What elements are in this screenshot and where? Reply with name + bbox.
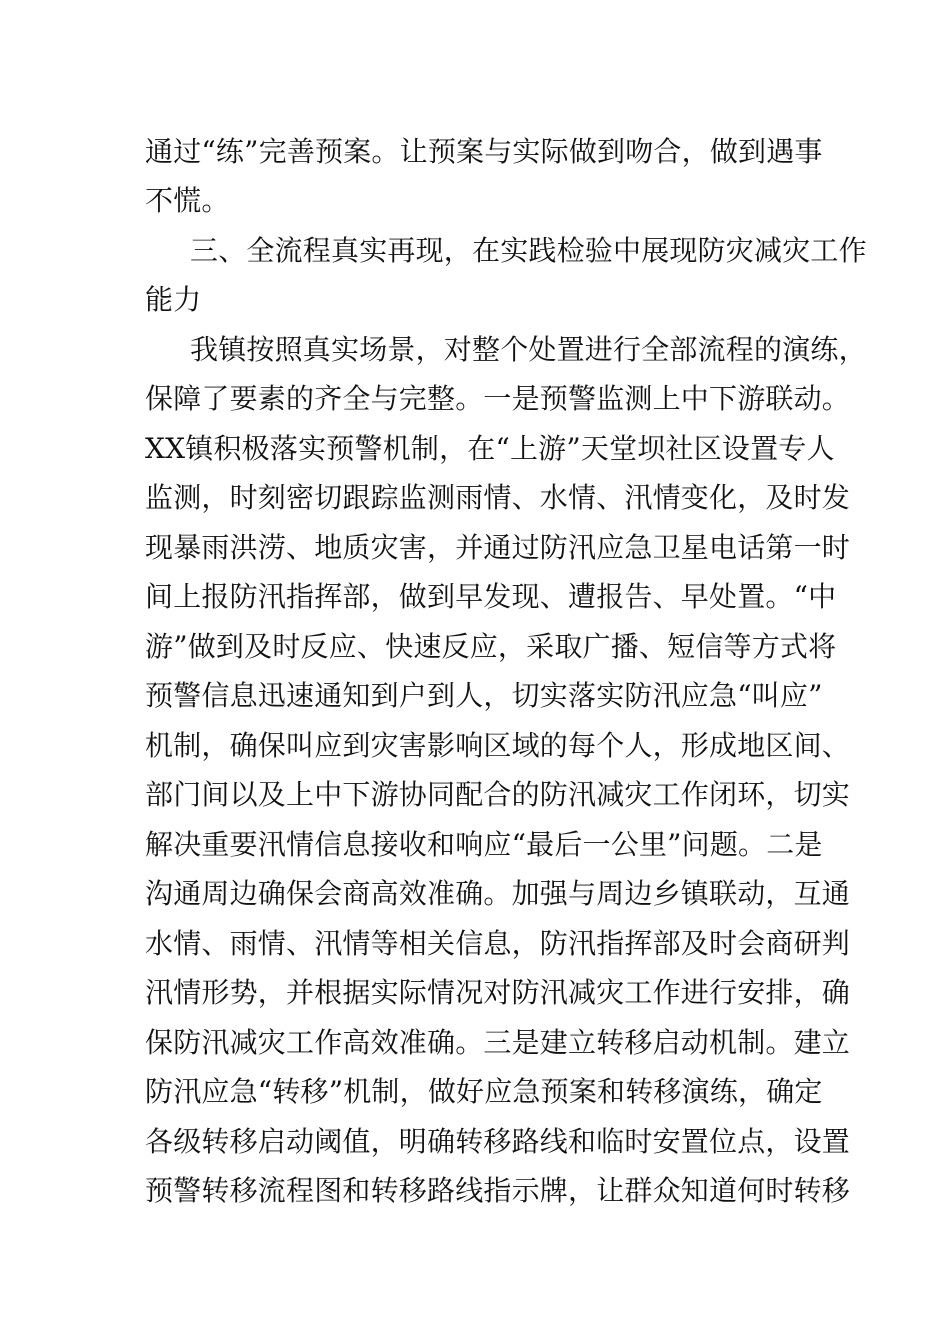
paragraph-line: 防汛应急“转移”机制，做好应急预案和转移演练，确定 <box>145 1075 823 1108</box>
paragraph-line: 机制，确保叫应到灾害影响区域的每个人，形成地区间、 <box>145 729 851 762</box>
paragraph-line: 预警转移流程图和转移路线指示牌，让群众知道何时转移 <box>145 1174 851 1207</box>
paragraph-line: 现暴雨洪涝、地质灾害，并通过防汛应急卫星电话第一时 <box>145 531 851 564</box>
paragraph-line: 不慌。 <box>145 184 230 217</box>
paragraph-line: 解决重要汛情信息接收和响应“最后一公里”问题。二是 <box>145 828 823 861</box>
paragraph-line: 保防汛减灾工作高效准确。三是建立转移启动机制。建立 <box>145 1026 851 1059</box>
paragraph-line: 汛情形势，并根据实际情况对防汛减灾工作进行安排，确 <box>145 976 851 1009</box>
paragraph-line: 我镇按照真实场景，对整个处置进行全部流程的演练， <box>190 333 867 366</box>
paragraph-line: 间上报防汛指挥部，做到早发现、遭报告、早处置。“中 <box>145 580 837 613</box>
paragraph-line: 各级转移启动阈值，明确转移路线和临时安置位点，设置 <box>145 1125 851 1158</box>
paragraph-line: 保障了要素的齐全与完整。一是预警监测上中下游联动。 <box>145 382 851 415</box>
paragraph-line: 沟通周边确保会商高效准确。加强与周边乡镇联动，互通 <box>145 877 851 910</box>
paragraph-line: 通过“练”完善预案。让预案与实际做到吻合，做到遇事 <box>145 135 823 168</box>
paragraph-line: 监测，时刻密切跟踪监测雨情、水情、汛情变化，及时发 <box>145 481 851 514</box>
paragraph-line: 游”做到及时反应、快速反应，采取广播、短信等方式将 <box>145 630 837 663</box>
paragraph-line: XX镇积极落实预警机制，在“上游”天堂坝社区设置专人 <box>145 432 835 465</box>
section-heading: 三、全流程真实再现，在实践检验中展现防灾减灾工作 <box>190 234 867 267</box>
section-heading: 能力 <box>145 283 202 316</box>
paragraph-line: 预警信息迅速通知到户到人，切实落实防汛应急“叫应” <box>145 679 823 712</box>
paragraph-line: 水情、雨情、汛情等相关信息，防汛指挥部及时会商研判 <box>145 927 851 960</box>
paragraph-line: 部门间以及上中下游协同配合的防汛减灾工作闭环，切实 <box>145 778 851 811</box>
